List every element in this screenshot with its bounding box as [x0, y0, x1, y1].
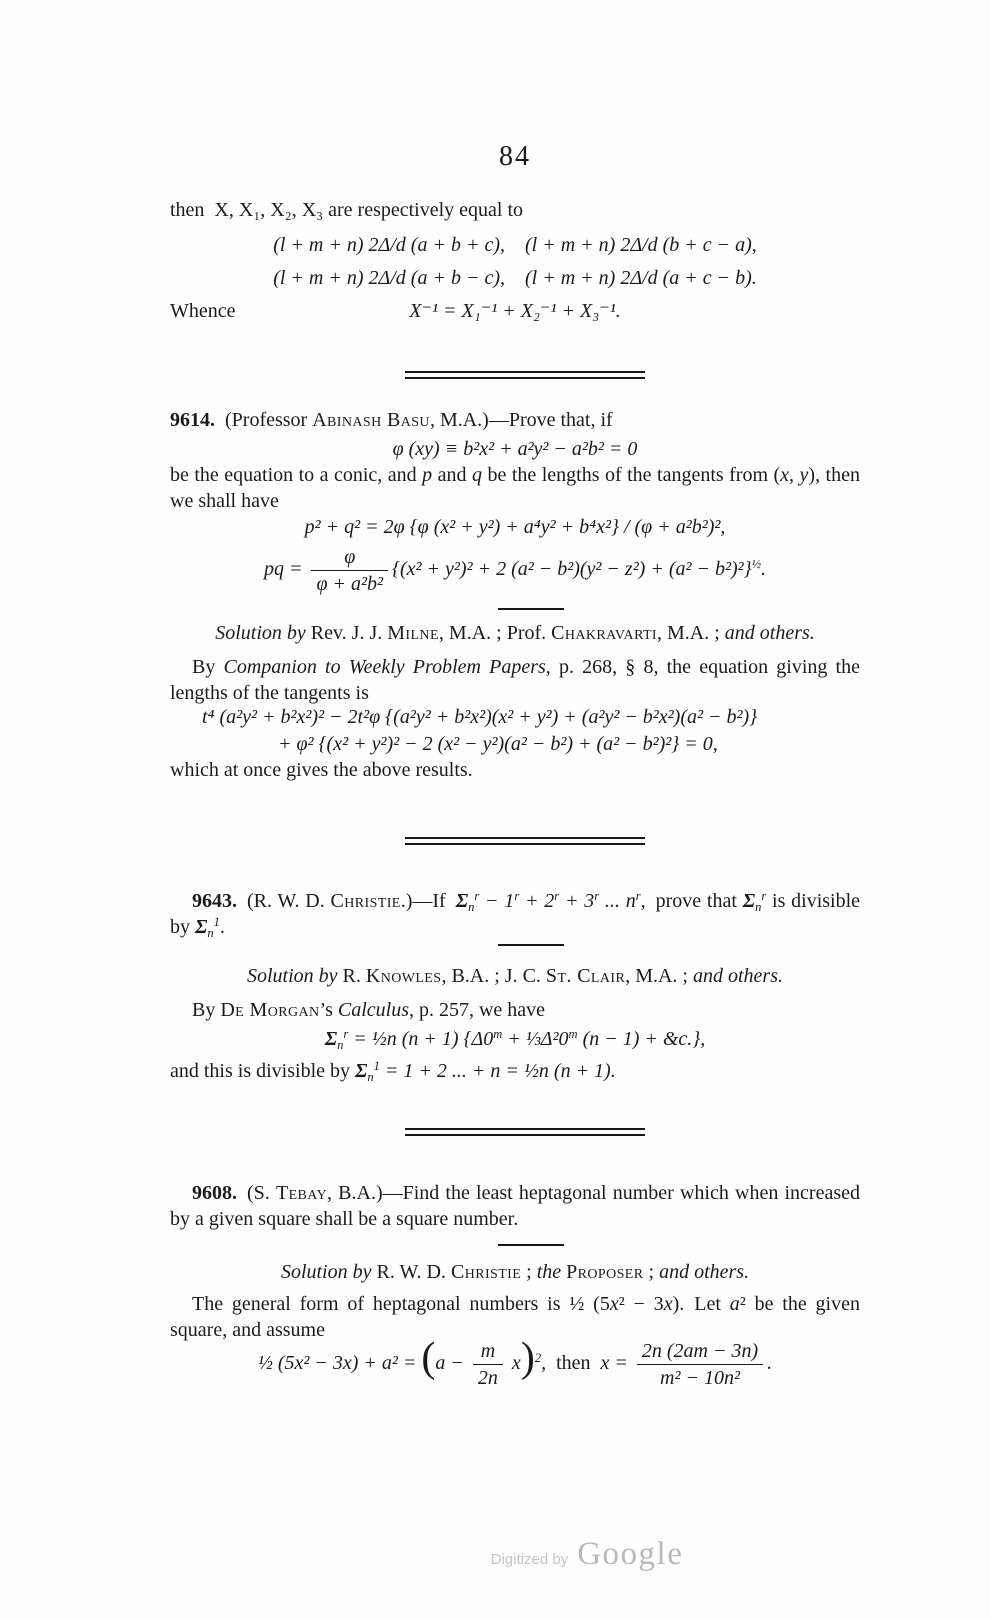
fraction-denominator: φ + a²b² [311, 570, 388, 595]
intro-equation-2: (l + m + n) 2Δ/d (a + b − c), (l + m + n) 2Δ/d (a + c − b). [273, 267, 757, 289]
double-rule [405, 1128, 645, 1136]
problem-9614-equation-sum: p² + q² = 2φ {φ (x² + y²) + a⁴y² + b⁴x²} / (φ + a²b²)², [304, 516, 726, 538]
eq-9608-end: . [767, 1352, 773, 1375]
solution-divider-1 [170, 608, 860, 610]
problem-9608-body: The general form of heptagonal numbers is ½ (5x² − 3x). Let a² be the given square, and assume [170, 1293, 860, 1341]
eq-9608-inner: a − [435, 1352, 469, 1375]
whence-line [170, 298, 860, 324]
intro-text: then X, X₁, X₂, X₃ are respectively equal to [170, 199, 524, 221]
page-content [170, 0, 860, 1620]
eq-9608-inner-x: x [506, 1352, 521, 1375]
eq-pq-exponent: ½ [751, 557, 762, 572]
double-rule [405, 371, 645, 379]
problem-9614-solution-byline: Solution by Rev. J. J. Milne, M.A. ; Prof. Chakravarti, M.A. ; and others. [215, 622, 815, 644]
solution-divider-3 [170, 1244, 860, 1246]
eq-pq-fraction [311, 546, 388, 595]
eq-9608-then: then [546, 1352, 601, 1375]
fraction-numerator: φ [344, 546, 356, 568]
problem-9643-equation: $\Sigma_n^r$ = ½n (n + 1) {$\Delta 0^m$ + $\frac{1}{3}\Delta^20^m$ (n − 1) + &c.}, [324, 1027, 706, 1052]
problem-9614-heading: 9614. (Professor Abinash Basu, M.A.)—Prove that, if [170, 409, 613, 431]
eq-9608-x-equals: x = [600, 1352, 633, 1375]
problem-9614-equation-t4-line2: + φ² {(x² + y²)² − 2 (x² − y²)(a² − b²) + (a² − b²)²} = 0, [278, 733, 718, 755]
section-divider-2 [170, 837, 860, 849]
fraction-numerator: m [480, 1340, 496, 1362]
short-rule [498, 608, 564, 610]
fraction-numerator: 2n (2am − 3n) [641, 1340, 759, 1362]
problem-9614-closing: which at once gives the above results. [170, 759, 473, 781]
short-rule [498, 1244, 564, 1246]
watermark-text: Digitized by [490, 1551, 569, 1568]
eq-9608-comma: , [541, 1352, 547, 1375]
fraction-denominator: m² − 10n² [637, 1364, 763, 1389]
problem-9643-solution-byline: Solution by R. Knowles, B.A. ; J. C. St. Clair, M.A. ; and others. [246, 965, 783, 987]
section-divider-1 [170, 371, 860, 383]
problem-9643-reference: By De Morgan’s Calculus, p. 257, we have [192, 999, 546, 1021]
problem-9608-solution-byline: Solution by R. W. D. Christie ; the Proposer ; and others. [280, 1261, 750, 1283]
eq-9608-exponent: 2 [534, 1351, 542, 1366]
problem-9608-equation [170, 1335, 860, 1389]
eq-9608-fraction-2 [637, 1340, 763, 1389]
page-number: 84 [499, 141, 531, 172]
problem-9614-reference: By Companion to Weekly Problem Papers, p. 268, § 8, the equation giving the lengths of the tangents is [170, 656, 860, 704]
solution-divider-2 [170, 944, 860, 946]
whence-equation: X⁻¹ = X₁⁻¹ + X₂⁻¹ + X₃⁻¹. [409, 300, 621, 322]
problem-9643-closing: and this is divisible by $\Sigma_n^1 = 1 + 2$ ... + n = ½n (n + 1). [170, 1059, 616, 1084]
eq-9608-lhs: ½ (5x² − 3x) + a² = [257, 1352, 422, 1375]
short-rule [498, 944, 564, 946]
fraction-denominator: 2n [473, 1364, 503, 1389]
watermark [170, 1536, 932, 1573]
right-parenthesis: ) [520, 1335, 535, 1382]
eq-pq-end: . [761, 558, 767, 581]
problem-9608-heading: 9608. (S. Tebay, B.A.)—Find the least heptagonal number which when increased by a given square shall be a square number. [170, 1182, 860, 1230]
eq-9608-fraction-1 [473, 1340, 503, 1389]
problem-9614-conic-equation: φ (xy) ≡ b²x² + a²y² − a²b² = 0 [392, 438, 638, 460]
double-rule [405, 837, 645, 845]
left-parenthesis: ( [421, 1335, 436, 1382]
problem-9614-equation-pq [170, 546, 860, 595]
intro-equation-1: (l + m + n) 2Δ/d (a + b + c), (l + m + n) 2Δ/d (b + c − a), [273, 234, 757, 256]
google-logo: Google [577, 1536, 684, 1572]
eq-pq-lhs: pq = [263, 558, 308, 581]
problem-9614-equation-t4-line1: t⁴ (a²y² + b²x²)² − 2t²φ {(a²y² + b²x²)(x² + y²) + (a²y² − b²x²)(a² − b²)} [202, 706, 758, 728]
section-divider-3 [170, 1128, 860, 1140]
problem-9614-body: be the equation to a conic, and p and q be the lengths of the tangents from (x, y), then we shall have [170, 464, 860, 512]
whence-label: Whence [170, 300, 236, 322]
problem-9643-heading: 9643. (R. W. D. Christie.)—If $\Sigma_n^r - 1^r + 2^r + 3^r$ ... $n^r$, prove that $\Sigma_n^r$ is divisible by $\Sigma_n^1$. [170, 889, 861, 940]
eq-pq-rhs: {(x² + y²)² + 2 (a² − b²)(y² − z²) + (a² − b²)²} [392, 558, 752, 581]
